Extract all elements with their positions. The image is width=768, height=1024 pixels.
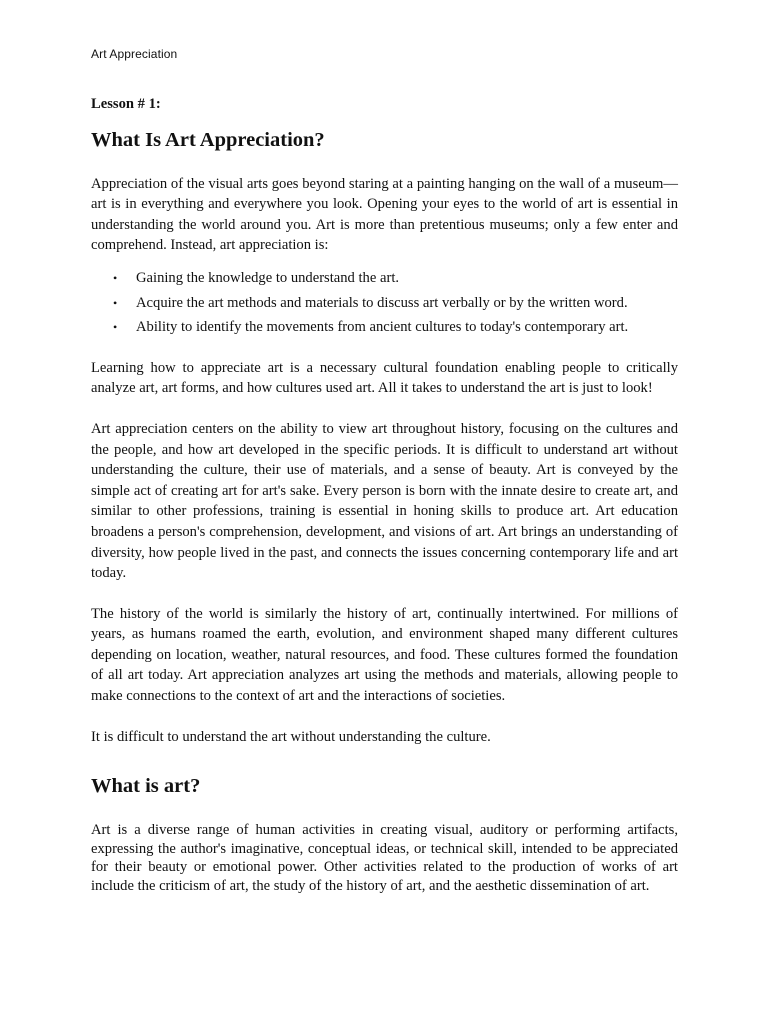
body-paragraph: Art appreciation centers on the ability to view art throughout history, focusing on the cultures and the people, and how art developed in the specific periods. It is difficult to understand art without understanding the culture, their use of materials, and a sense of beauty. Art is conveyed by the simple act of creating art for art's sake. Every person is born with the innate desire to create art, and similar to other professions, training is essential in honing skills to produce art. Art education broadens a person's comprehension, development, and visions of art. Art brings an understanding of diversity, how people lived in the past, and connects the issues concerning contemporary life and art today. [91,420,678,582]
document-body [91,94,678,895]
bullet-item [91,268,678,289]
bullet-list [91,268,678,338]
intro-paragraph: Appreciation of the visual arts goes beyond staring at a painting hanging on the wall of a museum—art is in everything and everywhere you look. Opening your eyes to the world of art is essential in understanding the world around you. Art is more than pretentious museums; only a few enter and comprehend. Instead, art appreciation is: [91,175,678,254]
bullet-dot-icon: • [113,320,118,335]
bullet-text: Acquire the art methods and materials to discuss art verbally or by the written word. [136,294,628,311]
running-header: Art Appreciation [91,47,178,61]
body-paragraph: Art is a diverse range of human activities in creating visual, auditory or performing artifacts, expressing the author's imaginative, conceptual ideas, or technical skill, intended to be appreciated for their beauty or emotional power. Other activities related to the production of works of art include the criticism of art, the study of the history of art, and the aesthetic dissemination of art. [91,822,678,894]
bullet-dot-icon: • [113,270,118,285]
lesson-label: Lesson # 1: [91,96,161,112]
bullet-item [91,317,678,338]
body-paragraph: Learning how to appreciate art is a necessary cultural foundation enabling people to critically analyze art, art forms, and how cultures used art. All it takes to understand the art is just to look! [91,359,678,397]
body-paragraph: The history of the world is similarly the history of art, continually intertwined. For millions of years, as humans roamed the earth, evolution, and environment shaped many different cultures depending on location, weather, natural resources, and food. These cultures formed the foundation of all art today. Art appreciation analyzes art using the methods and materials, allowing people to make connections to the context of art and the interactions of societies. [91,605,678,705]
section-heading-what-is-art: What is art? [91,775,201,798]
bullet-text: Gaining the knowledge to understand the art. [136,269,400,286]
bullet-text: Ability to identify the movements from ancient cultures to today's contemporary art. [136,319,629,336]
bullet-dot-icon: • [113,295,118,310]
bullet-item [91,293,678,314]
section-heading-art-appreciation: What Is Art Appreciation? [91,128,325,151]
body-paragraph: It is difficult to understand the art without understanding the culture. [91,728,491,745]
